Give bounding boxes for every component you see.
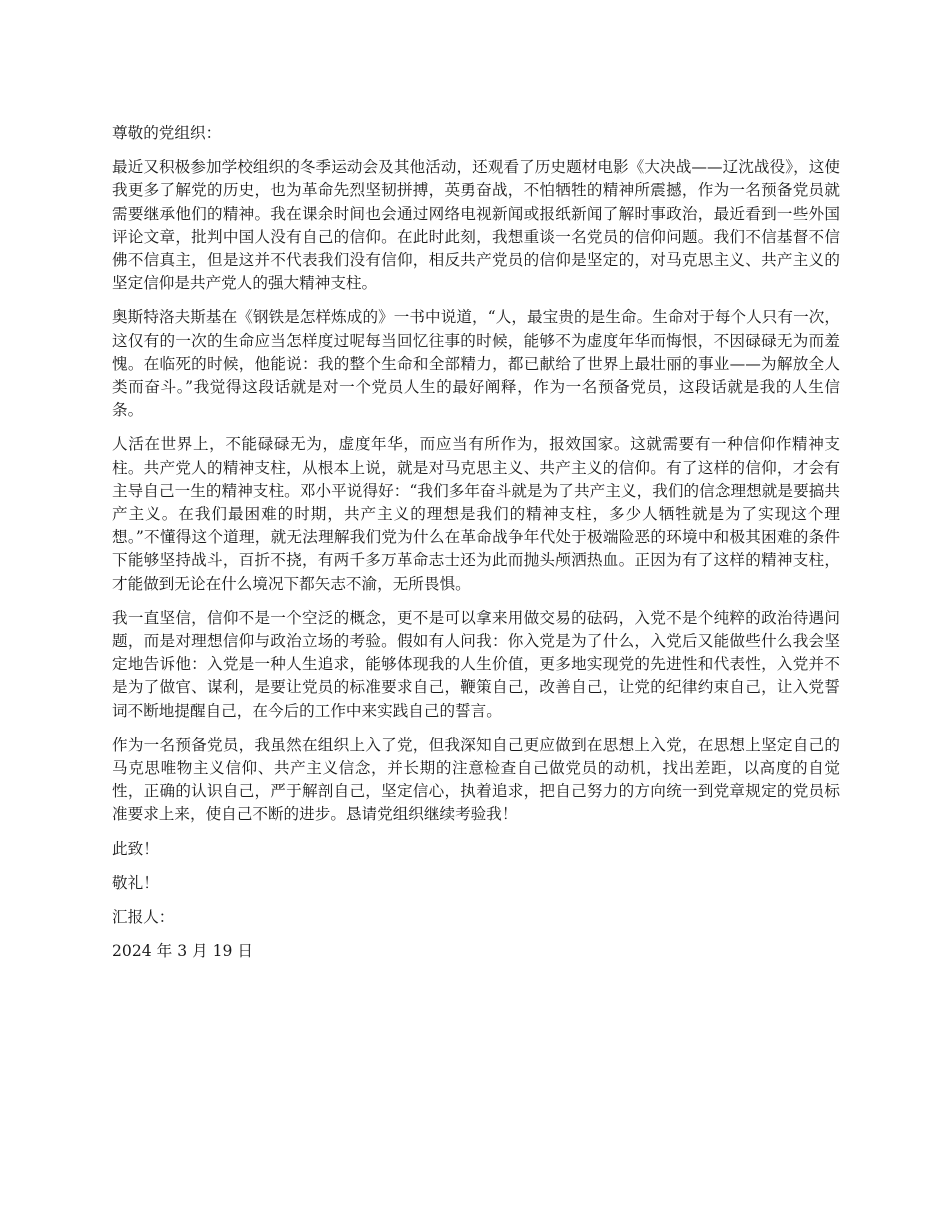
paragraph-3: 人活在世界上，不能碌碌无为，虚度年华，而应当有所作为，报效国家。这就需要有一种信仰作精神支柱。共产党人的精神支柱，从根本上说，就是对马克思主义、共产主义的信仰。有了这样的信仰，才会有主导自己一生的精神支柱。邓小平说得好：“我们多年奋斗就是为了共产主义，我们的信念理想就是要搞共产主义。在我们最困难的时期，共产主义的理想是我们的精神支柱，多少人牺牲就是为了实现这个理想。”不懂得这个道理，就无法理解我们党为什么在革命战争年代处于极端险恶的环境中和极其困难的条件下能够坚持战斗，百折不挠，有两千多万革命志士还为此而抛头颅洒热血。正因为有了这样的精神支柱，才能做到无论在什么境况下都矢志不渝，无所畏惧。 [112, 435, 840, 593]
report-date: 2024 年 3 月 19 日 [112, 942, 254, 961]
paragraph-4: 我一直坚信，信仰不是一个空泛的概念，更不是可以拿来用做交易的砝码，入党不是个纯粹的政治待遇问题，而是对理想信仰与政治立场的考验。假如有人问我：你入党是为了什么，入党后又能做些什么我会坚定地告诉他：入党是一种人生追求，能够体现我的人生价值，更多地实现党的先进性和代表性，入党并不是为了做官、谋利，是要让党员的标准要求自己，鞭策自己，改善自己，让党的纪律约束自己，让入党誓词不断地提醒自己，在今后的工作中来实践自己的誓言。 [112, 608, 840, 720]
paragraph-2: 奥斯特洛夫斯基在《钢铁是怎样炼成的》一书中说道，“人，最宝贵的是生命。生命对于每个人只有一次，这仅有的一次的生命应当怎样度过呢每当回忆往事的时候，能够不为虚度年华而悔恨，不因碌碌无为而羞愧。在临死的时候，他能说：我的整个生命和全部精力，都已献给了世界上最壮丽的事业——为解放全人类而奋斗。”我觉得这段话就是对一个党员人生的最好阐释，作为一名预备党员，这段话就是我的人生信条。 [112, 308, 840, 420]
reporter-label: 汇报人： [112, 908, 175, 927]
paragraph-1: 最近又积极参加学校组织的冬季运动会及其他活动，还观看了历史题材电影《大决战——辽沈战役》，这使我更多了解党的历史，也为革命先烈坚韧拼搏，英勇奋战，不怕牺牲的精神所震撼，作为一名预备党员就需要继承他们的精神。我在课余时间也会通过网络电视新闻或报纸新闻了解时事政治，最近看到一些外国评论文章，批判中国人没有自己的信仰。在此时此刻，我想重谈一名党员的信仰问题。我们不信基督不信佛不信真主，但是这并不代表我们没有信仰，相反共产党员的信仰是坚定的，对马克思主义、共产主义的坚定信仰是共产党人的强大精神支柱。 [112, 158, 840, 293]
closing-salute: 敬礼！ [112, 873, 159, 892]
document-body [112, 122, 840, 975]
salutation: 尊敬的党组织： [112, 124, 222, 142]
closing-greeting: 此致！ [112, 839, 159, 858]
paragraph-5: 作为一名预备党员，我虽然在组织上入了党，但我深知自己更应做到在思想上入党，在思想上坚定自己的马克思唯物主义信仰、共产主义信念，并长期的注意检查自己做党员的动机，找出差距，以高度的自觉性，正确的认识自己，严于解剖自己，坚定信心，执着追求，把自己努力的方向统一到党章规定的党员标准要求上来，使自己不断的进步。恳请党组织继续考验我！ [112, 735, 840, 824]
